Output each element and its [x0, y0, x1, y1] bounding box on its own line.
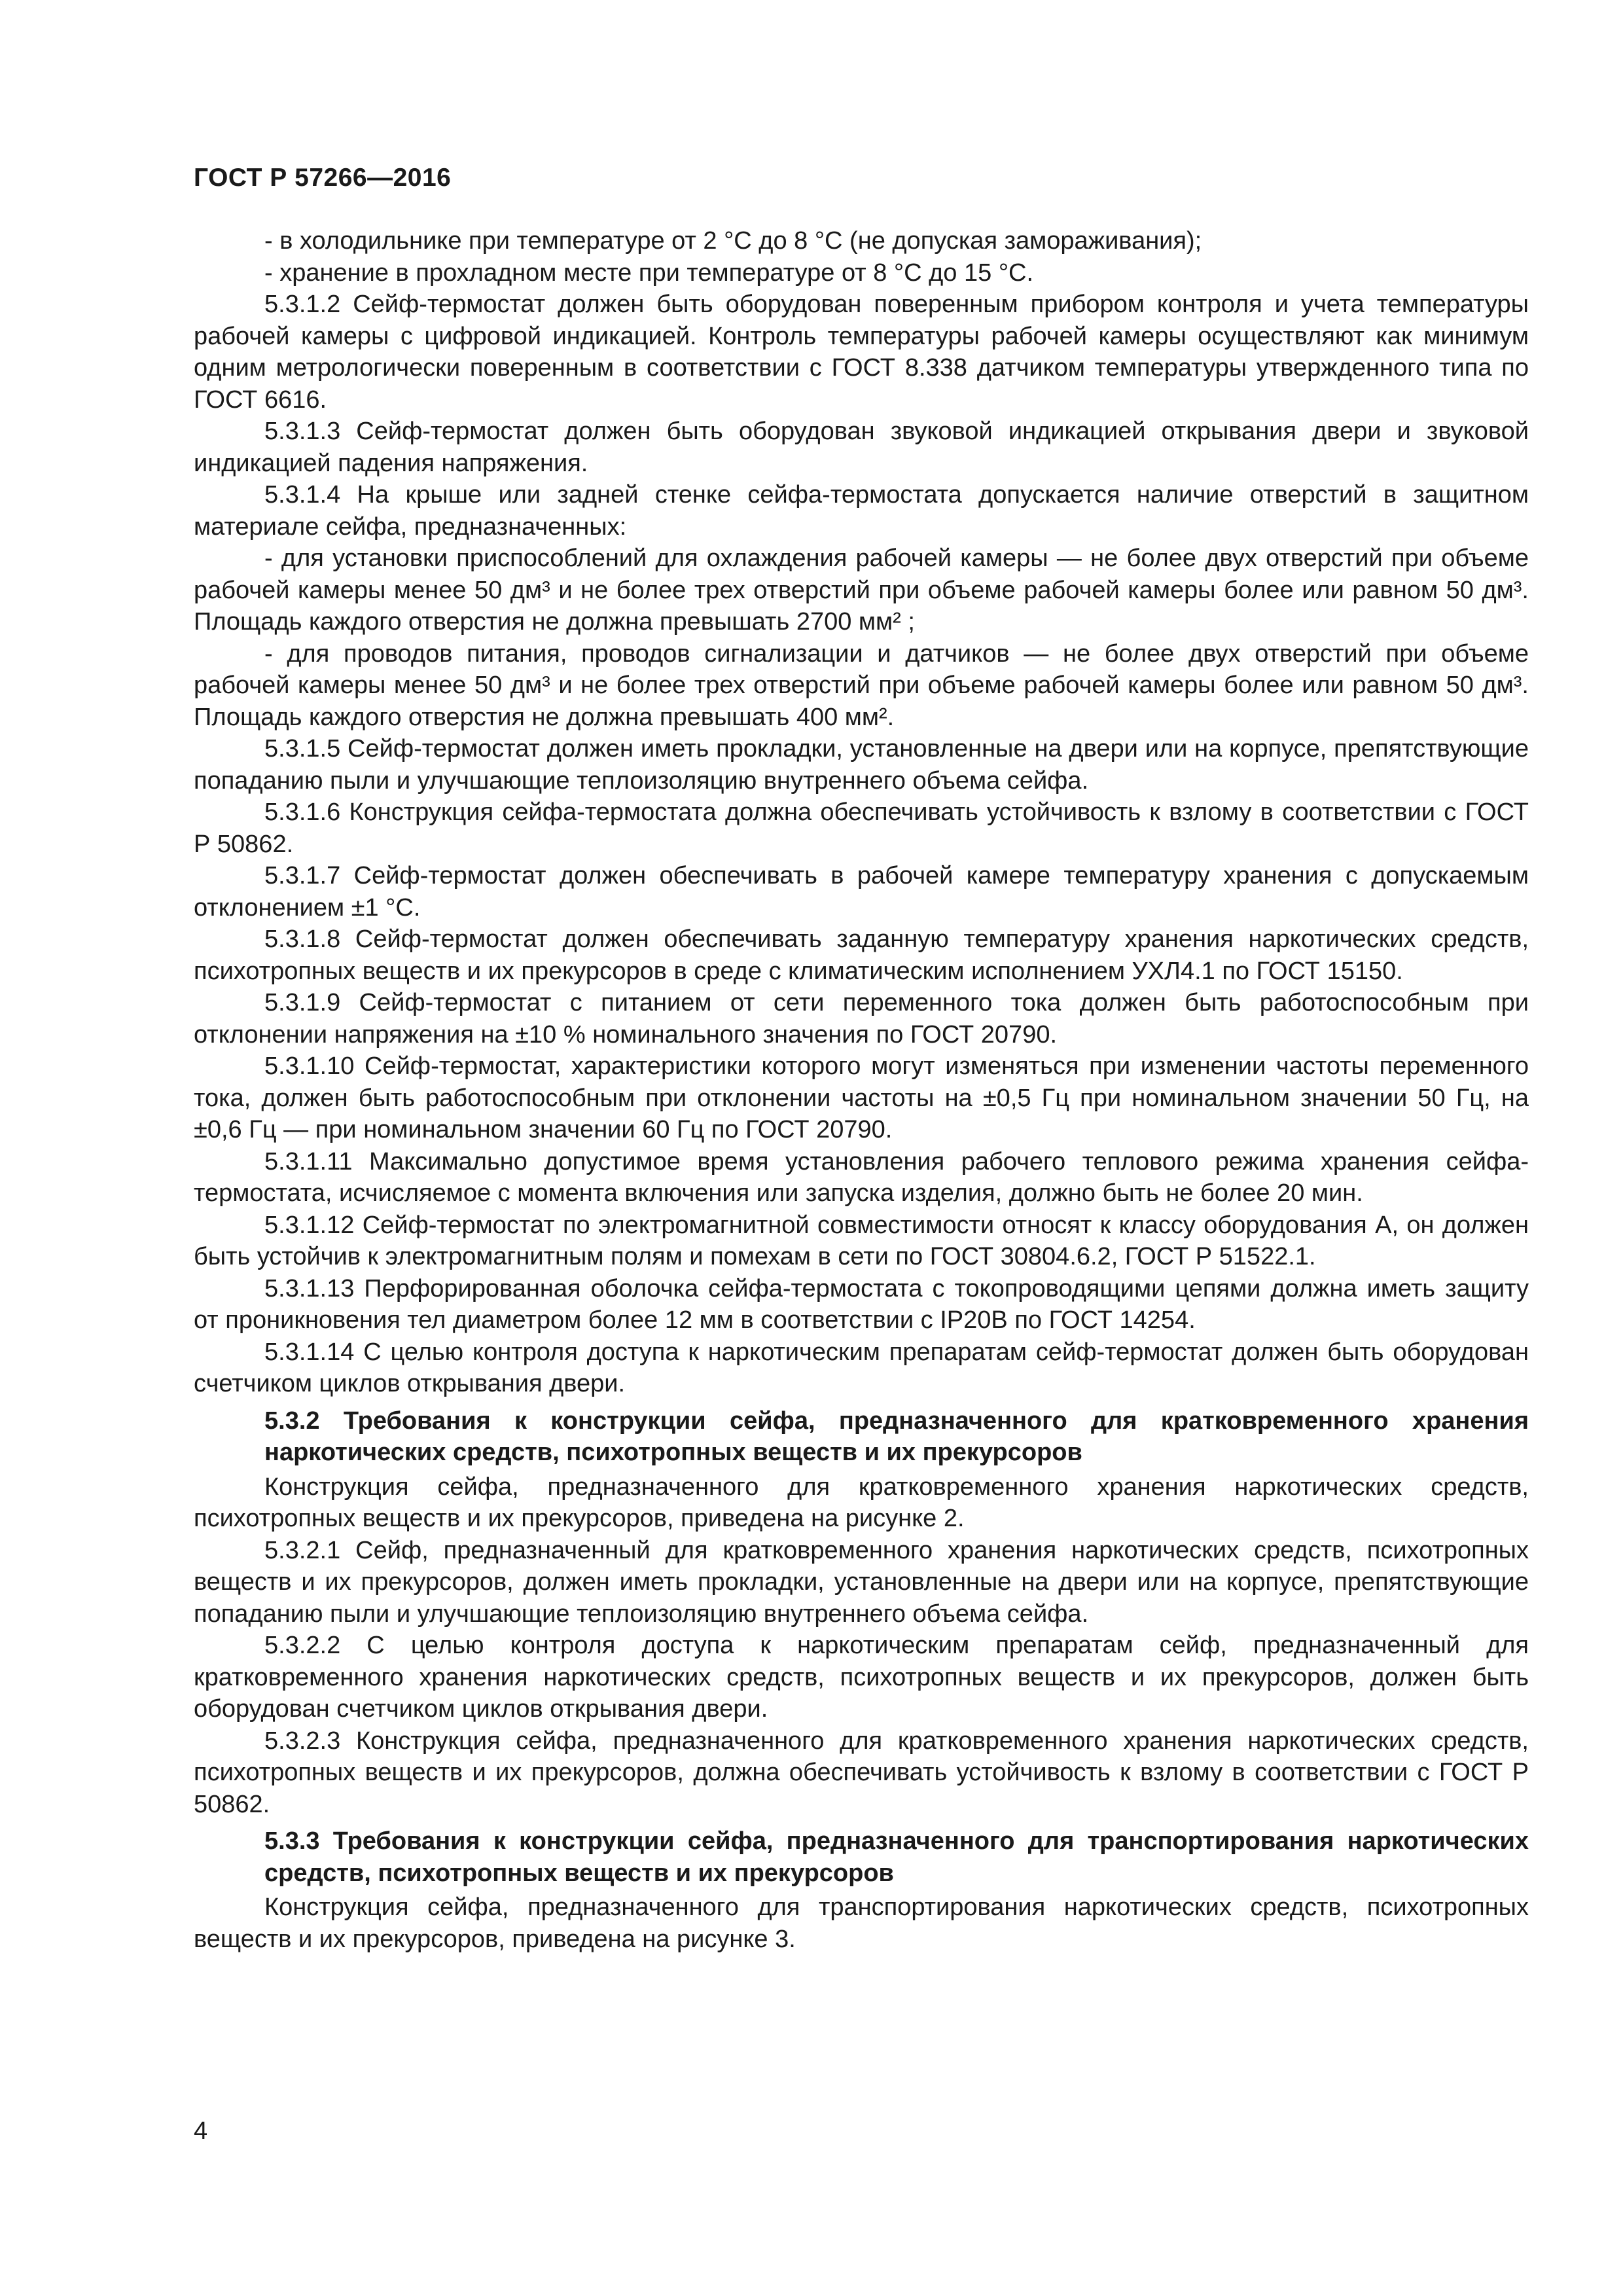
list-item-refrigerator: - в холодильнике при температуре от 2 °С до 8 °С (не допуская замораживания); [264, 227, 1202, 255]
clause-5-3-2-1: 5.3.2.1 Сейф, предназначенный для кратковременного хранения наркотических средств, психотропных веществ и их прекурсоров, должен иметь прокладки, установленные на двери или на корпусе, препятствующие попаданию пыли и улучшающие теплоизоляцию внутреннего объема сейфа. [194, 1536, 1529, 1628]
document-header: ГОСТ Р 57266—2016 [194, 164, 452, 192]
clause-5-3-1-7: 5.3.1.7 Сейф-термостат должен обеспечивать в рабочей камере температуру хранения с допускаемым отклонением ±1 °С. [194, 862, 1529, 922]
clause-5-3-1-6: 5.3.1.6 Конструкция сейфа-термостата должна обеспечивать устойчивость к взлому в соответствии с ГОСТ Р 50862. [194, 798, 1529, 858]
list-item-cool-storage: - хранение в прохладном месте при температуре от 8 °С до 15 °С. [264, 259, 1034, 287]
section-5-3-3-intro: Конструкция сейфа, предназначенного для транспортирования наркотических средств, психотропных веществ и их прекурсоров, приведена на рисунке 3. [194, 1893, 1529, 1953]
section-heading-5-3-2: 5.3.2 Требования к конструкции сейфа, предназначенного для кратковременного хранения наркотических средств, психотропных веществ и их прекурсоров [264, 1407, 1529, 1466]
clause-5-3-1-4: 5.3.1.4 На крыше или задней стенке сейфа-термостата допускается наличие отверстий в защитном материале сейфа, предназначенных: [194, 481, 1529, 541]
clause-5-3-2-2: 5.3.2.2 С целью контроля доступа к наркотическим препаратам сейф, предназначенный для кратковременного хранения наркотических средств, психотропных веществ и их прекурсоров, должен быть оборудован счетчиком циклов открывания двери. [194, 1632, 1529, 1723]
clause-5-3-1-10: 5.3.1.10 Сейф-термостат, характеристики которого могут изменяться при изменении частоты переменного тока, должен быть работоспособным при отклонении частоты на ±0,5 Гц при номинальном значении 50 Гц, на ±0,6 Гц — при номинальном значении 60 Гц по ГОСТ 20790. [194, 1052, 1529, 1143]
section-heading-5-3-3: 5.3.3 Требования к конструкции сейфа, предназначенного для транспортирования наркотических средств, психотропных веществ и их прекурсоров [264, 1827, 1529, 1887]
clause-5-3-2-3: 5.3.2.3 Конструкция сейфа, предназначенного для кратковременного хранения наркотических средств, психотропных веществ и их прекурсоров, должна обеспечивать устойчивость к взлому в соответствии с ГОСТ Р 50862. [194, 1727, 1529, 1818]
list-item-wiring-holes: - для проводов питания, проводов сигнализации и датчиков — не более двух отверстий при объеме рабочей камеры менее 50 дм³ и не более трех отверстий при объеме рабочей камеры более или равном 50 дм³. Площадь каждого отверстия не должна превышать 400 мм². [194, 639, 1529, 731]
clause-5-3-1-5: 5.3.1.5 Сейф-термостат должен иметь прокладки, установленные на двери или на корпусе, препятствующие попаданию пыли и улучшающие теплоизоляцию внутреннего объема сейфа. [194, 735, 1529, 795]
clause-5-3-1-2: 5.3.1.2 Сейф-термостат должен быть оборудован поверенным прибором контроля и учета температуры рабочей камеры с цифровой индикацией. Контроль температуры рабочей камеры осуществляют как минимум одним метрологически поверенным в соответствии с ГОСТ 8.338 датчиком температуры утвержденного типа по ГОСТ 6616. [194, 291, 1529, 414]
list-item-cooling-holes: - для установки приспособлений для охлаждения рабочей камеры — не более двух отверстий при объеме рабочей камеры менее 50 дм³ и не более трех отверстий при объеме рабочей камеры более или равном 50 дм³. Площадь каждого отверстия не должна превышать 2700 мм² ; [194, 545, 1529, 636]
clause-5-3-1-3: 5.3.1.3 Сейф-термостат должен быть оборудован звуковой индикацией открывания двери и звуковой индикацией падения напряжения. [194, 418, 1529, 477]
section-5-3-2-intro: Конструкция сейфа, предназначенного для кратковременного хранения наркотических средств, психотропных веществ и их прекурсоров, приведена на рисунке 2. [194, 1473, 1529, 1532]
clause-5-3-1-13: 5.3.1.13 Перфорированная оболочка сейфа-термостата с токопроводящими цепями должна иметь защиту от проникновения тел диаметром более 12 мм в соответствии с IP20B по ГОСТ 14254. [194, 1274, 1529, 1334]
clause-5-3-1-11: 5.3.1.11 Максимально допустимое время установления рабочего теплового режима хранения сейфа-термостата, исчисляемое с момента включения или запуска изделия, должно быть не более 20 мин. [194, 1147, 1529, 1207]
clause-5-3-1-12: 5.3.1.12 Сейф-термостат по электромагнитной совместимости относят к классу оборудования А, он должен быть устойчив к электромагнитным полям и помехам в сети по ГОСТ 30804.6.2, ГОСТ Р 51522.1. [194, 1211, 1529, 1270]
clause-5-3-1-8: 5.3.1.8 Сейф-термостат должен обеспечивать заданную температуру хранения наркотических средств, психотропных веществ и их прекурсоров в среде с климатическим исполнением УХЛ4.1 по ГОСТ 15150. [194, 925, 1529, 985]
clause-5-3-1-14: 5.3.1.14 С целью контроля доступа к наркотическим препаратам сейф-термостат должен быть оборудован счетчиком циклов открывания двери. [194, 1338, 1529, 1397]
page-number: 4 [194, 2117, 208, 2145]
clause-5-3-1-9: 5.3.1.9 Сейф-термостат с питанием от сети переменного тока должен быть работоспособным при отклонении напряжения на ±10 % номинального значения по ГОСТ 20790. [194, 989, 1529, 1049]
document-body [194, 225, 1529, 1955]
